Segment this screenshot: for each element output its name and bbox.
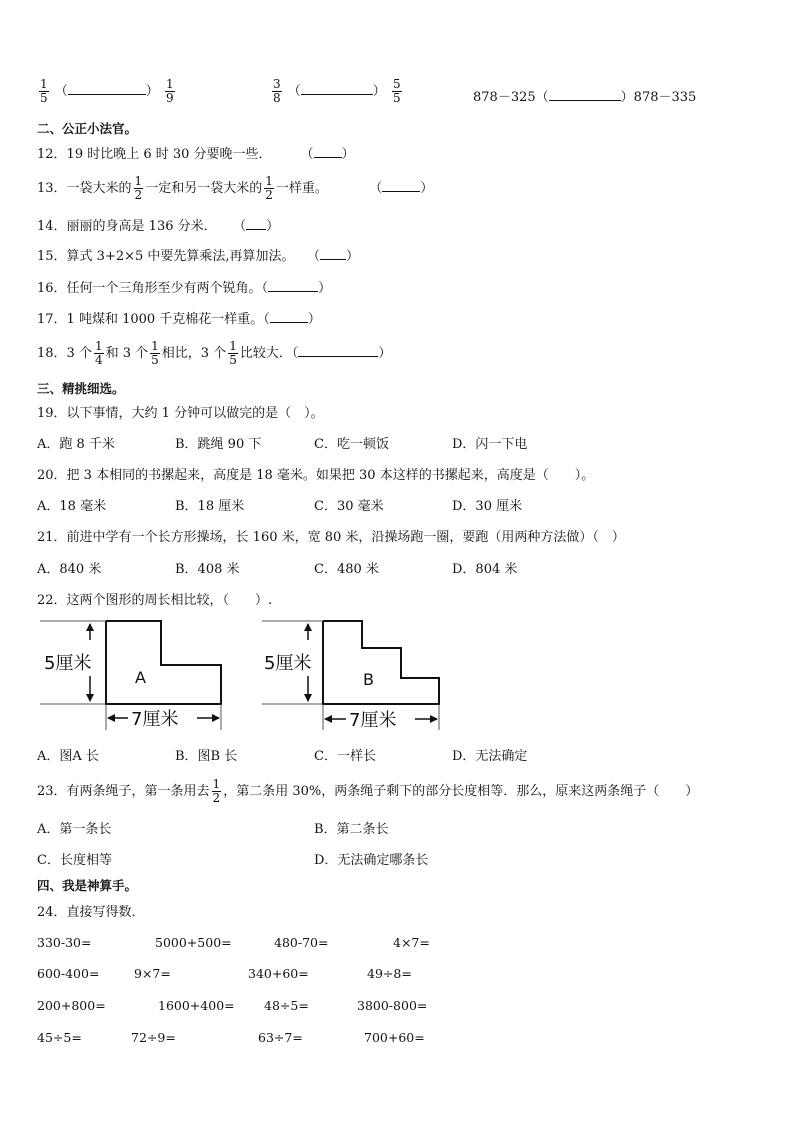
- option-d[interactable]: D．无法确定哪条长: [314, 853, 429, 868]
- width-label: 7厘米: [349, 710, 397, 731]
- section-title: 四、我是神算手。: [37, 878, 138, 893]
- calc-item: 200+800=: [37, 998, 106, 1013]
- calc-item: 9×7=: [134, 966, 171, 981]
- calc-item: 48÷5=: [264, 998, 309, 1013]
- height-label: 5厘米: [44, 653, 92, 674]
- option-d[interactable]: D．无法确定: [452, 749, 528, 764]
- option-c[interactable]: C．长度相等: [37, 853, 112, 868]
- option-a[interactable]: A．跑 8 千米: [37, 437, 115, 452]
- fraction: $\frac{1}{2}$: [134, 174, 143, 202]
- answer-blank[interactable]: [301, 83, 373, 95]
- question-12: 12．19 时比晚上 6 时 30 分要晚一些． （ ）: [37, 147, 355, 162]
- fraction: $\frac{3}{8}$: [273, 77, 281, 105]
- figure-label: B: [363, 670, 374, 689]
- option-b[interactable]: B．18 厘米: [175, 499, 245, 514]
- figure-a: [40, 621, 221, 730]
- answer-blank[interactable]: [268, 280, 318, 292]
- calc-item: 480-70=: [274, 935, 329, 950]
- calc-item: 72÷9=: [131, 1030, 176, 1045]
- calc-item: 3800-800=: [357, 998, 428, 1013]
- option-c[interactable]: C．吃一顿饭: [314, 437, 389, 452]
- section-title: 三、精挑细选。: [37, 381, 125, 396]
- calc-item: 340+60=: [248, 966, 309, 981]
- option-b[interactable]: B．第二条长: [314, 822, 389, 837]
- option-a[interactable]: A．第一条长: [37, 822, 112, 837]
- fraction: $\frac{1}{2}$: [212, 777, 221, 805]
- figure-b: [262, 621, 439, 731]
- calc-item: 600-400=: [37, 966, 100, 981]
- option-c[interactable]: C．480 米: [314, 562, 379, 577]
- option-b[interactable]: B．图B 长: [175, 749, 238, 764]
- option-a[interactable]: A．18 毫米: [37, 499, 107, 514]
- calc-item: 330-30=: [37, 935, 92, 950]
- answer-blank[interactable]: [382, 180, 420, 192]
- calc-item: 45÷5=: [37, 1030, 82, 1045]
- option-d[interactable]: D．闪一下电: [452, 437, 528, 452]
- calc-item: 4×7=: [393, 935, 430, 950]
- figures-diagram: [40, 618, 460, 734]
- compare-item-3: 878－325（ ）878－335: [473, 90, 697, 105]
- question-16: 16．任何一个三角形至少有两个锐角。（ ）: [37, 281, 332, 296]
- answer-blank[interactable]: [270, 311, 308, 323]
- figure-label: A: [135, 668, 146, 687]
- question-17: 17．1 吨煤和 1000 千克棉花一样重。（ ）: [37, 312, 321, 327]
- question-19: 19．以下事情，大约 1 分钟可以做完的是（ ）。: [37, 406, 324, 421]
- question-22: 22．这两个图形的周长相比较，（ ）.: [37, 593, 273, 608]
- question-20: 20．把 3 本相同的书摞起来，高度是 18 毫米。如果把 30 本这样的书摞起来，高度是（ ）。: [37, 468, 595, 483]
- answer-blank[interactable]: [314, 146, 342, 158]
- option-b[interactable]: B．跳绳 90 下: [175, 437, 262, 452]
- answer-blank[interactable]: [320, 248, 346, 260]
- answer-blank[interactable]: [549, 89, 621, 101]
- option-c[interactable]: C．一样长: [314, 749, 376, 764]
- option-a[interactable]: A．图A 长: [37, 749, 99, 764]
- option-a[interactable]: A．840 米: [37, 562, 102, 577]
- question-23: 23．有两条绳子，第一条用去 $\frac{1}{2}$ ，第二条用 30%，两条绳子剩下的部分长度相等．那么，原来这两条绳子（ ）: [37, 777, 699, 805]
- calc-item: 49÷8=: [367, 966, 412, 981]
- height-label: 5厘米: [264, 653, 312, 674]
- answer-blank[interactable]: [246, 218, 266, 230]
- question-14: 14．丽丽的身高是 136 分米． （ ）: [37, 219, 280, 234]
- question-13: 13．一袋大米的 $\frac{1}{2}$ 一定和另一袋大米的 $\frac{1}{2}$ 一样重。 （ ）: [37, 174, 434, 202]
- option-d[interactable]: D．30 厘米: [452, 499, 523, 514]
- question-21: 21．前进中学有一个长方形操场，长 160 米，宽 80 米，沿操场跑一圈，要跑（用两种方法做）（ ）: [37, 530, 625, 545]
- calc-item: 63÷7=: [258, 1030, 303, 1045]
- calc-item: 700+60=: [364, 1030, 425, 1045]
- section-title: 二、公正小法官。: [37, 121, 138, 136]
- fraction: $\frac{1}{9}$: [165, 77, 174, 105]
- fraction: $\frac{1}{5}$: [40, 77, 48, 105]
- option-c[interactable]: C．30 毫米: [314, 499, 384, 514]
- calc-item: 5000+500=: [155, 935, 232, 950]
- fraction: $\frac{1}{5}$: [229, 339, 237, 367]
- question-24: 24．直接写得数．: [37, 905, 145, 920]
- fraction: $\frac{5}{5}$: [392, 77, 401, 105]
- calc-item: 1600+400=: [158, 998, 235, 1013]
- fraction: $\frac{1}{2}$: [265, 174, 273, 202]
- compare-item-2: $\frac{3}{8}$ （ ） $\frac{5}{5}$: [273, 77, 401, 105]
- compare-item-1: $\frac{1}{5}$ （ ） $\frac{1}{9}$: [40, 77, 174, 105]
- width-label: 7厘米: [131, 709, 179, 730]
- answer-blank[interactable]: [298, 345, 378, 357]
- option-b[interactable]: B．408 米: [175, 562, 240, 577]
- fraction: $\frac{1}{5}$: [151, 339, 159, 367]
- answer-blank[interactable]: [68, 83, 146, 95]
- question-18: 18．3 个 $\frac{1}{4}$ 和 3 个 $\frac{1}{5}$ 相比，3 个 $\frac{1}{5}$ 比较大．（ ）: [37, 339, 392, 367]
- option-d[interactable]: D．804 米: [452, 562, 518, 577]
- question-15: 15．算式 3+2×5 中要先算乘法,再算加法。 （ ）: [37, 249, 359, 264]
- fraction: $\frac{1}{4}$: [94, 339, 103, 367]
